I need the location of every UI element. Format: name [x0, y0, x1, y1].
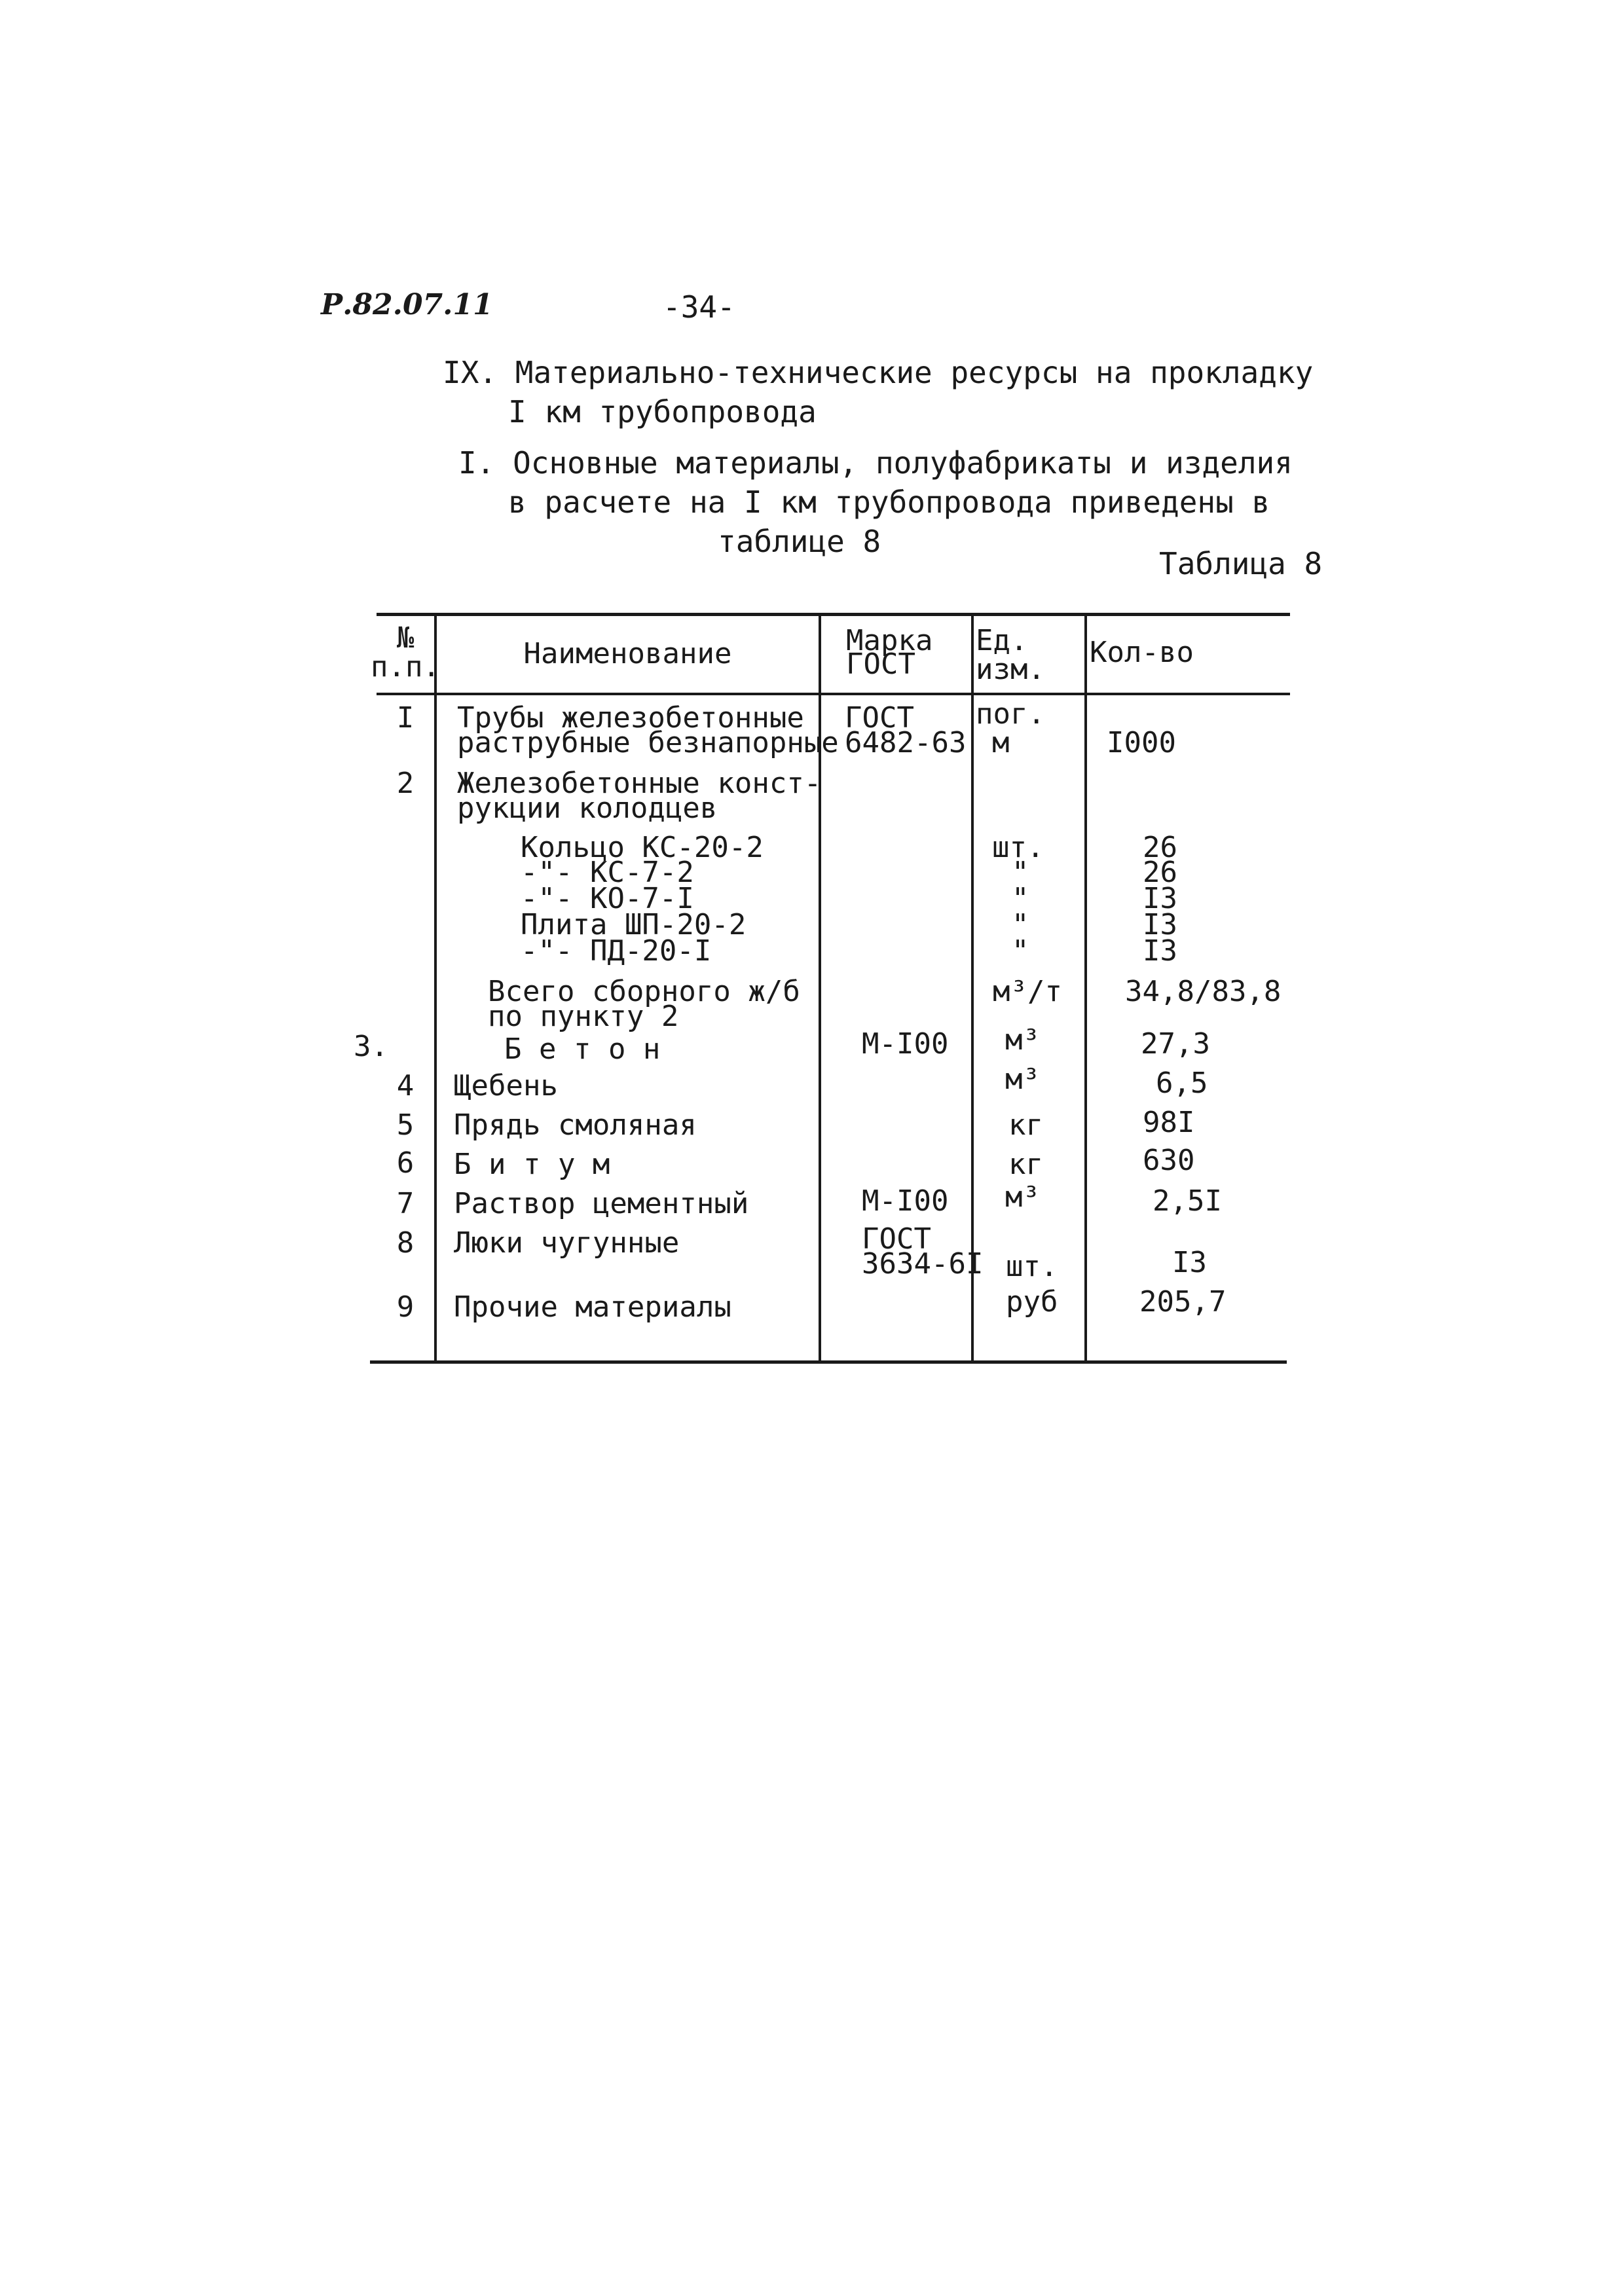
- row-quantity: I3: [1172, 1246, 1207, 1279]
- row-unit: м³/т: [993, 975, 1062, 1008]
- row-name-line2: рукции колодцев: [457, 792, 718, 825]
- row-name: Щебень: [454, 1069, 558, 1102]
- header-unit-line2: изм.: [976, 653, 1045, 686]
- row-number: 5: [396, 1108, 415, 1142]
- row-brand: М-I00: [862, 1184, 949, 1218]
- row-unit: шт.: [992, 831, 1044, 864]
- row-quantity: I3: [1143, 934, 1177, 968]
- row-number: I: [396, 701, 415, 735]
- row-unit: ": [1012, 856, 1029, 889]
- header-qty: Кол-во: [1090, 636, 1194, 669]
- section-heading-line2: I км трубопровода: [508, 394, 817, 429]
- row-unit: кг: [1008, 1108, 1043, 1142]
- row-quantity: 98I: [1143, 1106, 1195, 1139]
- row-quantity: 34,8/83,8: [1125, 975, 1282, 1008]
- paragraph-line3: таблице 8: [718, 524, 881, 559]
- row-quantity: 26: [1143, 856, 1177, 889]
- header-name: Наименование: [523, 637, 732, 670]
- column-divider-4: [1084, 615, 1087, 1360]
- row-unit: м³: [1005, 1063, 1040, 1096]
- row-unit-line1: пог.: [976, 697, 1045, 731]
- row-name: Б е т о н: [504, 1032, 661, 1066]
- row-name: Раствор цементный: [454, 1187, 749, 1220]
- paragraph-line1: I. Основные материалы, полуфабрикаты и изделия: [458, 445, 1293, 481]
- row-quantity: I3: [1143, 882, 1177, 915]
- row-quantity: 2,5I: [1153, 1184, 1222, 1218]
- row-number: 4: [396, 1069, 415, 1102]
- row-quantity: 630: [1143, 1144, 1195, 1177]
- row-name: Б и т у м: [454, 1148, 610, 1181]
- row-number: 9: [396, 1290, 415, 1324]
- row-name-line1: Железобетонные конст-: [457, 767, 822, 800]
- row-brand-line2: 6482-63: [845, 726, 967, 759]
- row-unit: ": [1012, 882, 1029, 915]
- row-quantity: I3: [1143, 908, 1177, 941]
- section-heading-line1: IX. Материально-технические ресурсы на прокладку: [443, 355, 1314, 390]
- header-num-symbol: №: [396, 621, 415, 655]
- row-name: Люки чугунные: [454, 1226, 680, 1260]
- row-quantity: I000: [1107, 726, 1176, 759]
- row-unit-line2: м: [992, 726, 1010, 759]
- table-caption: Таблица 8: [1159, 546, 1323, 581]
- row-name-line1: Трубы железобетонные: [457, 701, 804, 735]
- row-unit: м³: [1005, 1180, 1040, 1214]
- column-divider-1: [434, 615, 437, 1360]
- row-number: 2: [396, 767, 415, 800]
- row-quantity: 27,3: [1141, 1027, 1210, 1061]
- header-brand-line1: Марка: [846, 624, 933, 657]
- row-quantity: 205,7: [1139, 1285, 1227, 1319]
- row-name-line2: раструбные безнапорные: [457, 726, 839, 759]
- row-unit: руб: [1006, 1285, 1058, 1319]
- row-unit: м³: [1005, 1023, 1040, 1057]
- row-unit: шт.: [1006, 1250, 1058, 1283]
- paragraph-line2: в расчете на I км трубопровода приведены в: [508, 484, 1270, 520]
- table-bottom-border: [370, 1360, 1287, 1364]
- row-brand-line2: 3634-6I: [862, 1247, 984, 1281]
- row-brand-line1: ГОСТ: [862, 1222, 931, 1256]
- row-number: 6: [396, 1146, 415, 1180]
- row-name-line2: по пункту 2: [488, 1000, 679, 1033]
- row-brand-line1: ГОСТ: [845, 701, 914, 735]
- header-num-label: п.п.: [371, 650, 440, 683]
- row-quantity: 6,5: [1156, 1066, 1208, 1100]
- row-unit: ": [1012, 934, 1029, 968]
- document-code: Р.82.07.11: [321, 288, 493, 321]
- header-unit-line1: Ед.: [976, 624, 1028, 657]
- row-number: 3.: [354, 1030, 388, 1063]
- row-name: Прочие материалы: [454, 1290, 731, 1324]
- row-number: 8: [396, 1226, 415, 1260]
- page-number: -34-: [663, 289, 735, 325]
- table-top-border: [377, 613, 1290, 616]
- row-unit: кг: [1008, 1148, 1043, 1181]
- row-brand: М-I00: [862, 1027, 949, 1061]
- row-name-line1: Всего сборного ж/б: [488, 975, 800, 1008]
- row-name: Прядь смоляная: [454, 1108, 697, 1142]
- row-unit: ": [1012, 908, 1029, 941]
- header-brand-line2: ГОСТ: [846, 647, 915, 681]
- row-name: Кольцо КС-20-2: [521, 831, 764, 864]
- row-name: -"- КО-7-I: [521, 882, 694, 915]
- row-number: 7: [396, 1187, 415, 1220]
- row-quantity: 26: [1143, 831, 1177, 864]
- row-name: Плита ШП-20-2: [521, 908, 747, 941]
- header-bottom-border: [377, 693, 1290, 695]
- row-name: -"- КС-7-2: [521, 856, 694, 889]
- row-name: -"- ПД-20-I: [521, 934, 712, 968]
